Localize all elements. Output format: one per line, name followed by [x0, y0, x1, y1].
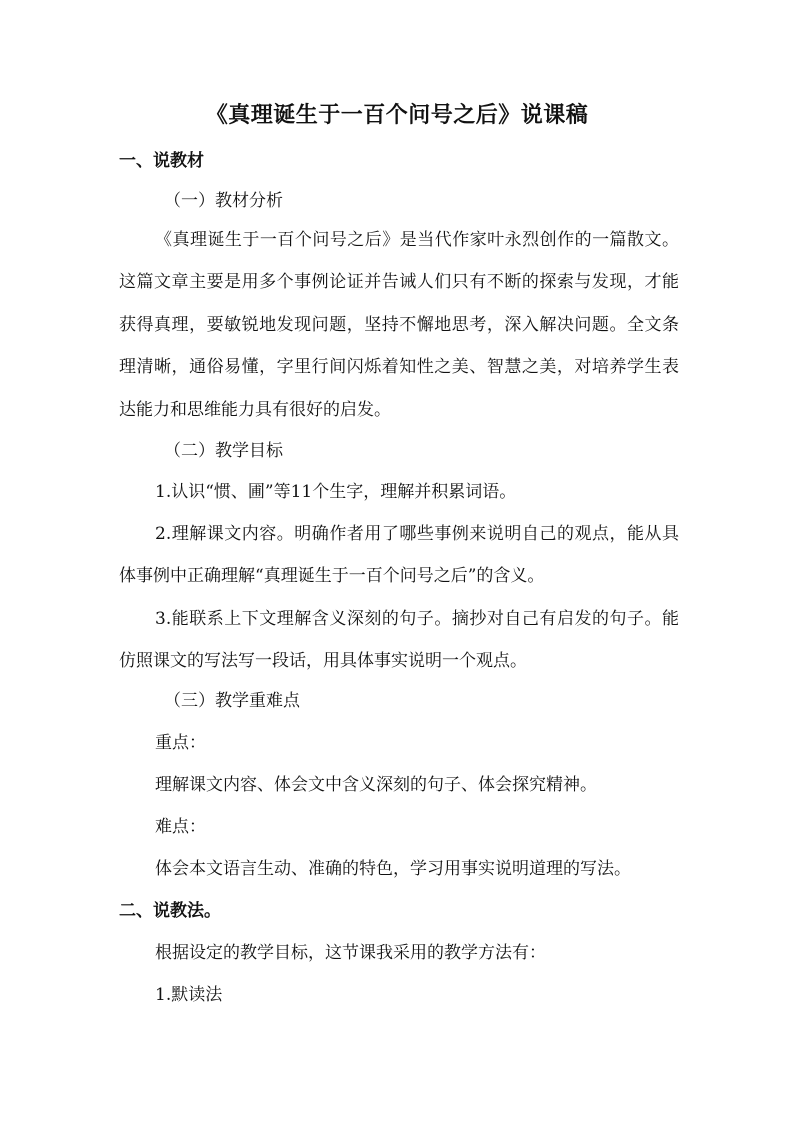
document-title: 《真理诞生于一百个问号之后》说课稿 — [205, 103, 589, 128]
teaching-goal-3: 3.能联系上下文理解含义深刻的句子。摘抄对自己有启发的句子。能仿照课文的写法写一段话，用具体事实说明一个观点。 — [119, 609, 679, 672]
teaching-goal-2: 2.理解课文内容。明确作者用了哪些事例来说明自己的观点，能从具体事例中正确理解“真理诞生于一百个问号之后”的含义。 — [119, 524, 679, 587]
paragraph-material-analysis: 《真理诞生于一百个问号之后》是当代作家叶永烈创作的一篇散文。这篇文章主要是用多个事例论证并告诫人们只有不断的探索与发现，才能获得真理，要敏锐地发现问题，坚持不懈地思考，深入解决问题。全文条理清晰，通俗易懂，字里行间闪烁着知性之美、智慧之美，对培养学生表达能力和思维能力具有很好的启发。 — [119, 230, 679, 420]
teaching-method-1: 1.默读法 — [155, 985, 223, 1005]
difficult-point-label: 难点： — [155, 817, 206, 837]
difficult-point-text: 体会本文语言生动、准确的特色，学习用事实说明道理的写法。 — [155, 859, 631, 879]
subheading-key-difficult-points: （三）教学重难点 — [164, 691, 300, 711]
teaching-methods-intro: 根据设定的教学目标，这节课我采用的教学方法有： — [155, 943, 546, 963]
section-heading-teaching-methods: 二、说教法。 — [119, 901, 221, 921]
subheading-material-analysis: （一）教材分析 — [164, 191, 283, 211]
teaching-goal-1: 1.认识“惯、圃”等11个生字，理解并积累词语。 — [155, 482, 517, 502]
key-point-label: 重点： — [155, 733, 206, 753]
subheading-teaching-goals: （二）教学目标 — [164, 441, 283, 461]
section-heading-teaching-material: 一、说教材 — [119, 151, 204, 171]
key-point-text: 理解课文内容、体会文中含义深刻的句子、体会探究精神。 — [155, 775, 597, 795]
